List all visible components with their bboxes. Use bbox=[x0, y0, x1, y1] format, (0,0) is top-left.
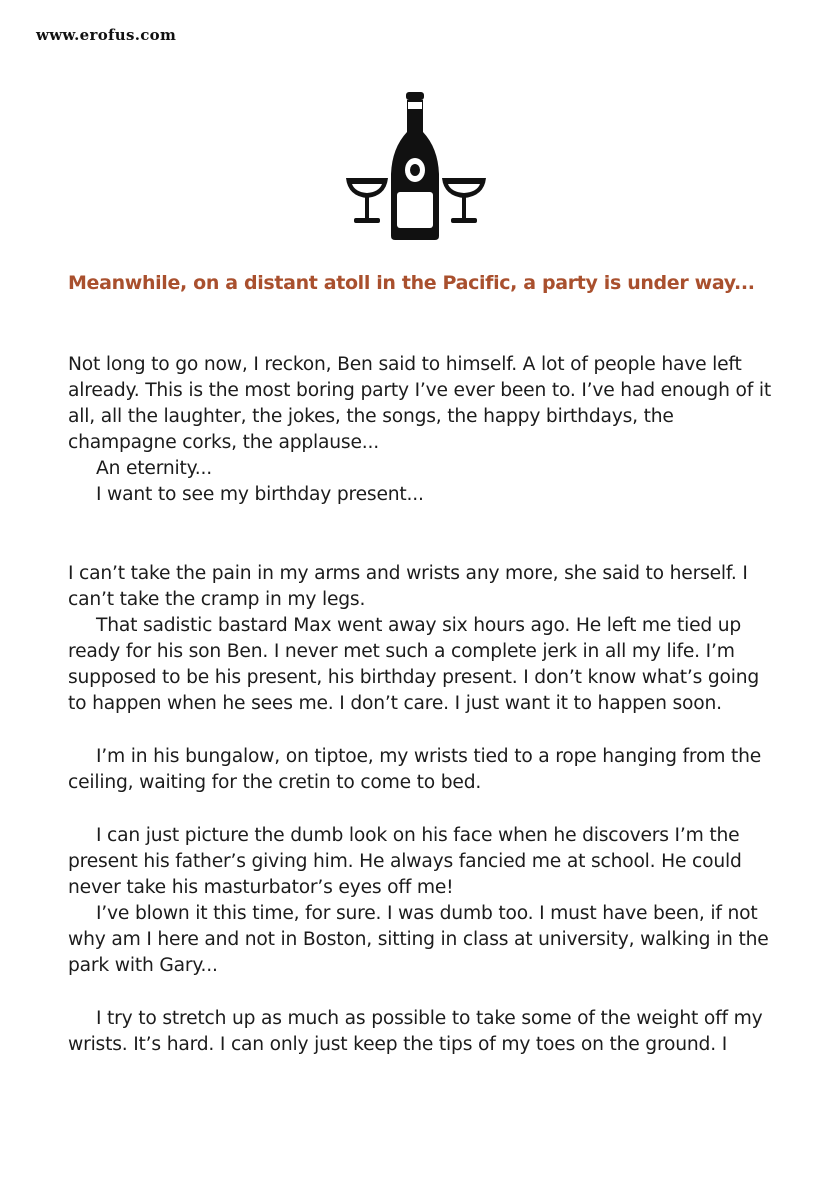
paragraph: I’m in his bungalow, on tiptoe, my wrists tied to a rope hanging from the ceiling, waiting for the cretin to come to bed. bbox=[68, 746, 762, 793]
champagne-bottle-icon bbox=[342, 92, 492, 244]
story-text bbox=[68, 352, 772, 1058]
paragraph: Not long to go now, I reckon, Ben said to himself. A lot of people have left already. This is the most boring party I’ve ever been to. I’ve had enough of it all, all the laughter, the jokes, the songs, the happy birthdays, the champagne corks, the applause... bbox=[68, 354, 771, 453]
paragraph: I can’t take the pain in my arms and wrists any more, she said to herself. I can’t take the cramp in my legs. bbox=[68, 563, 748, 610]
chapter-heading: Meanwhile, on a distant atoll in the Pacific, a party is under way... bbox=[68, 272, 755, 294]
paragraph: I want to see my birthday present... bbox=[96, 484, 424, 505]
paragraph: That sadistic bastard Max went away six hours ago. He left me tied up ready for his son Ben. I never met such a complete jerk in all my life. I’m supposed to be his present, his birthday present. I don’t know what’s going to happen when he sees me. I don’t care. I just want it to happen soon. bbox=[68, 615, 760, 714]
paragraph: An eternity... bbox=[96, 458, 213, 479]
paragraph: I can just picture the dumb look on his face when he discovers I’m the present his father’s giving him. He always fancied me at school. He could never take his masturbator’s eyes off me! bbox=[68, 825, 742, 898]
paragraph: I’ve blown it this time, for sure. I was dumb too. I must have been, if not why am I here and not in Boston, sitting in class at university, walking in the park with Gary... bbox=[68, 903, 769, 976]
watermark: www.erofus.com bbox=[36, 26, 177, 44]
champagne-glass-right-icon bbox=[442, 178, 486, 223]
champagne-glass-left-icon bbox=[346, 178, 388, 223]
paragraph: I try to stretch up as much as possible to take some of the weight off my wrists. It’s hard. I can only just keep the tips of my toes on the ground. I bbox=[68, 1008, 763, 1055]
bottle-icon bbox=[391, 92, 439, 240]
